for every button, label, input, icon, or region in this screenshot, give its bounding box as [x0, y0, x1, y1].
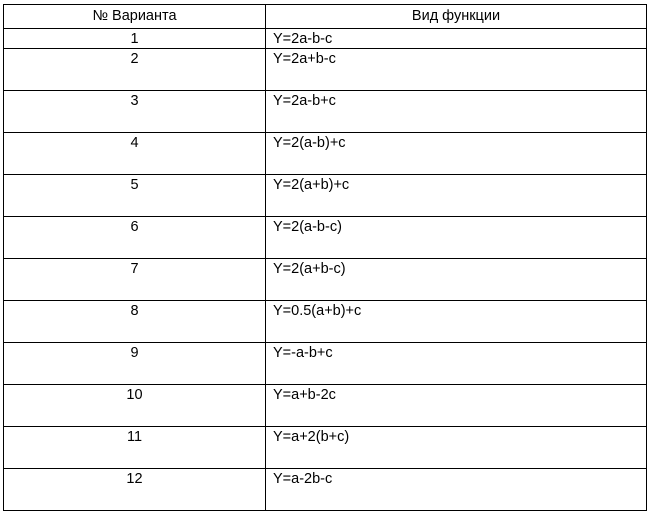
variant-number-cell: 1 — [4, 29, 266, 49]
variant-number-cell: 3 — [4, 91, 266, 133]
table-row — [4, 469, 647, 511]
function-cell: Y=a-2b-c — [266, 469, 647, 511]
variants-table — [3, 4, 647, 511]
variant-number-cell: 10 — [4, 385, 266, 427]
function-cell: Y=2a-b+c — [266, 91, 647, 133]
function-cell: Y=2a-b-c — [266, 29, 647, 49]
function-cell: Y=a+b-2c — [266, 385, 647, 427]
table-row — [4, 259, 647, 301]
variant-number-cell: 11 — [4, 427, 266, 469]
function-cell: Y=a+2(b+c) — [266, 427, 647, 469]
table-row — [4, 301, 647, 343]
variant-number-cell: 8 — [4, 301, 266, 343]
function-cell: Y=-a-b+c — [266, 343, 647, 385]
table-row — [4, 175, 647, 217]
header-function-type: Вид функции — [266, 5, 647, 29]
variant-number-cell: 6 — [4, 217, 266, 259]
table-row — [4, 49, 647, 91]
variant-number-cell: 12 — [4, 469, 266, 511]
table-row — [4, 385, 647, 427]
variant-number-cell: 4 — [4, 133, 266, 175]
header-variant-number: № Варианта — [4, 5, 266, 29]
variant-number-cell: 2 — [4, 49, 266, 91]
table-row — [4, 427, 647, 469]
function-cell: Y=0.5(a+b)+c — [266, 301, 647, 343]
function-cell: Y=2a+b-c — [266, 49, 647, 91]
variant-number-cell: 7 — [4, 259, 266, 301]
table-row — [4, 133, 647, 175]
function-cell: Y=2(a-b)+c — [266, 133, 647, 175]
table-header-row — [4, 5, 647, 29]
variant-number-cell: 5 — [4, 175, 266, 217]
table-row — [4, 217, 647, 259]
table-row — [4, 91, 647, 133]
variant-number-cell: 9 — [4, 343, 266, 385]
table-row — [4, 29, 647, 49]
function-cell: Y=2(a+b)+c — [266, 175, 647, 217]
function-cell: Y=2(a-b-c) — [266, 217, 647, 259]
function-cell: Y=2(a+b-c) — [266, 259, 647, 301]
table-row — [4, 343, 647, 385]
